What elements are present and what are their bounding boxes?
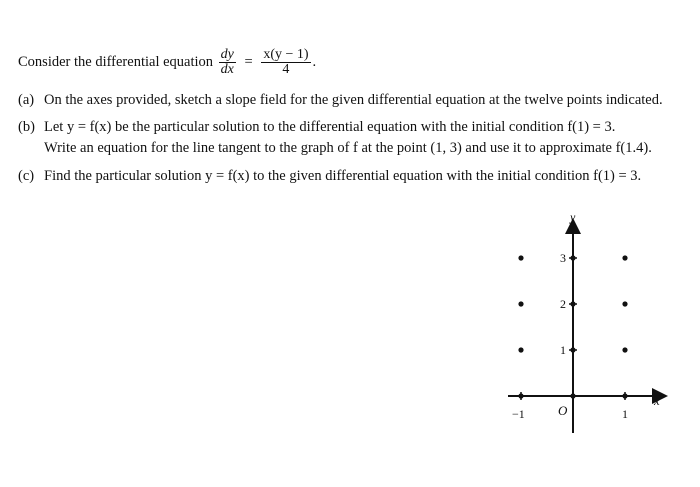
slope-field-point: [570, 393, 575, 398]
x-tick-label: −1: [512, 407, 525, 421]
slope-field-point: [518, 347, 523, 352]
y-tick-label: 3: [560, 251, 566, 265]
slope-field-point: [622, 255, 627, 260]
part-a-label: (a): [18, 92, 35, 108]
slope-field-point: [518, 301, 523, 306]
equals-sign: =: [244, 53, 253, 70]
origin-label: O: [558, 403, 568, 418]
y-tick-label: 2: [560, 297, 566, 311]
y-tick-label: 1: [560, 343, 566, 357]
rhs-numerator: x(y − 1): [263, 47, 309, 62]
derivative-numerator: dy: [220, 47, 234, 62]
intro-text: Consider the differential equation: [18, 53, 214, 70]
part-c-text: Find the particular solution y = f(x) to the given differential equation with the initial condition f(1) = 3.: [44, 168, 642, 184]
x-tick-label: 1: [622, 407, 628, 421]
slope-field-point: [622, 347, 627, 352]
intro-period: .: [312, 53, 317, 70]
slope-field-point: [518, 255, 523, 260]
part-b-line1: Let y = f(x) be the particular solution to the differential equation with the initial condition f(1) = 3.: [44, 119, 616, 135]
y-axis-label: y: [570, 210, 576, 224]
slope-field-point: [622, 301, 627, 306]
slope-field-point: [570, 255, 575, 260]
slope-field-point: [622, 393, 627, 398]
slope-field-point: [518, 393, 523, 398]
slope-field-point: [570, 347, 575, 352]
derivative-denominator: dx: [220, 62, 234, 77]
x-axis-label: x: [654, 393, 660, 408]
part-b-line2: Write an equation for the line tangent to the graph of f at the point (1, 3) and use it to approximate f(1.4).: [44, 140, 652, 156]
part-b-label: (b): [18, 119, 35, 135]
rhs-denominator: 4: [282, 62, 290, 77]
slope-field-point: [570, 301, 575, 306]
part-c-label: (c): [18, 168, 35, 184]
part-a-text: On the axes provided, sketch a slope field for the given differential equation at the twelve points indicated.: [44, 92, 663, 108]
